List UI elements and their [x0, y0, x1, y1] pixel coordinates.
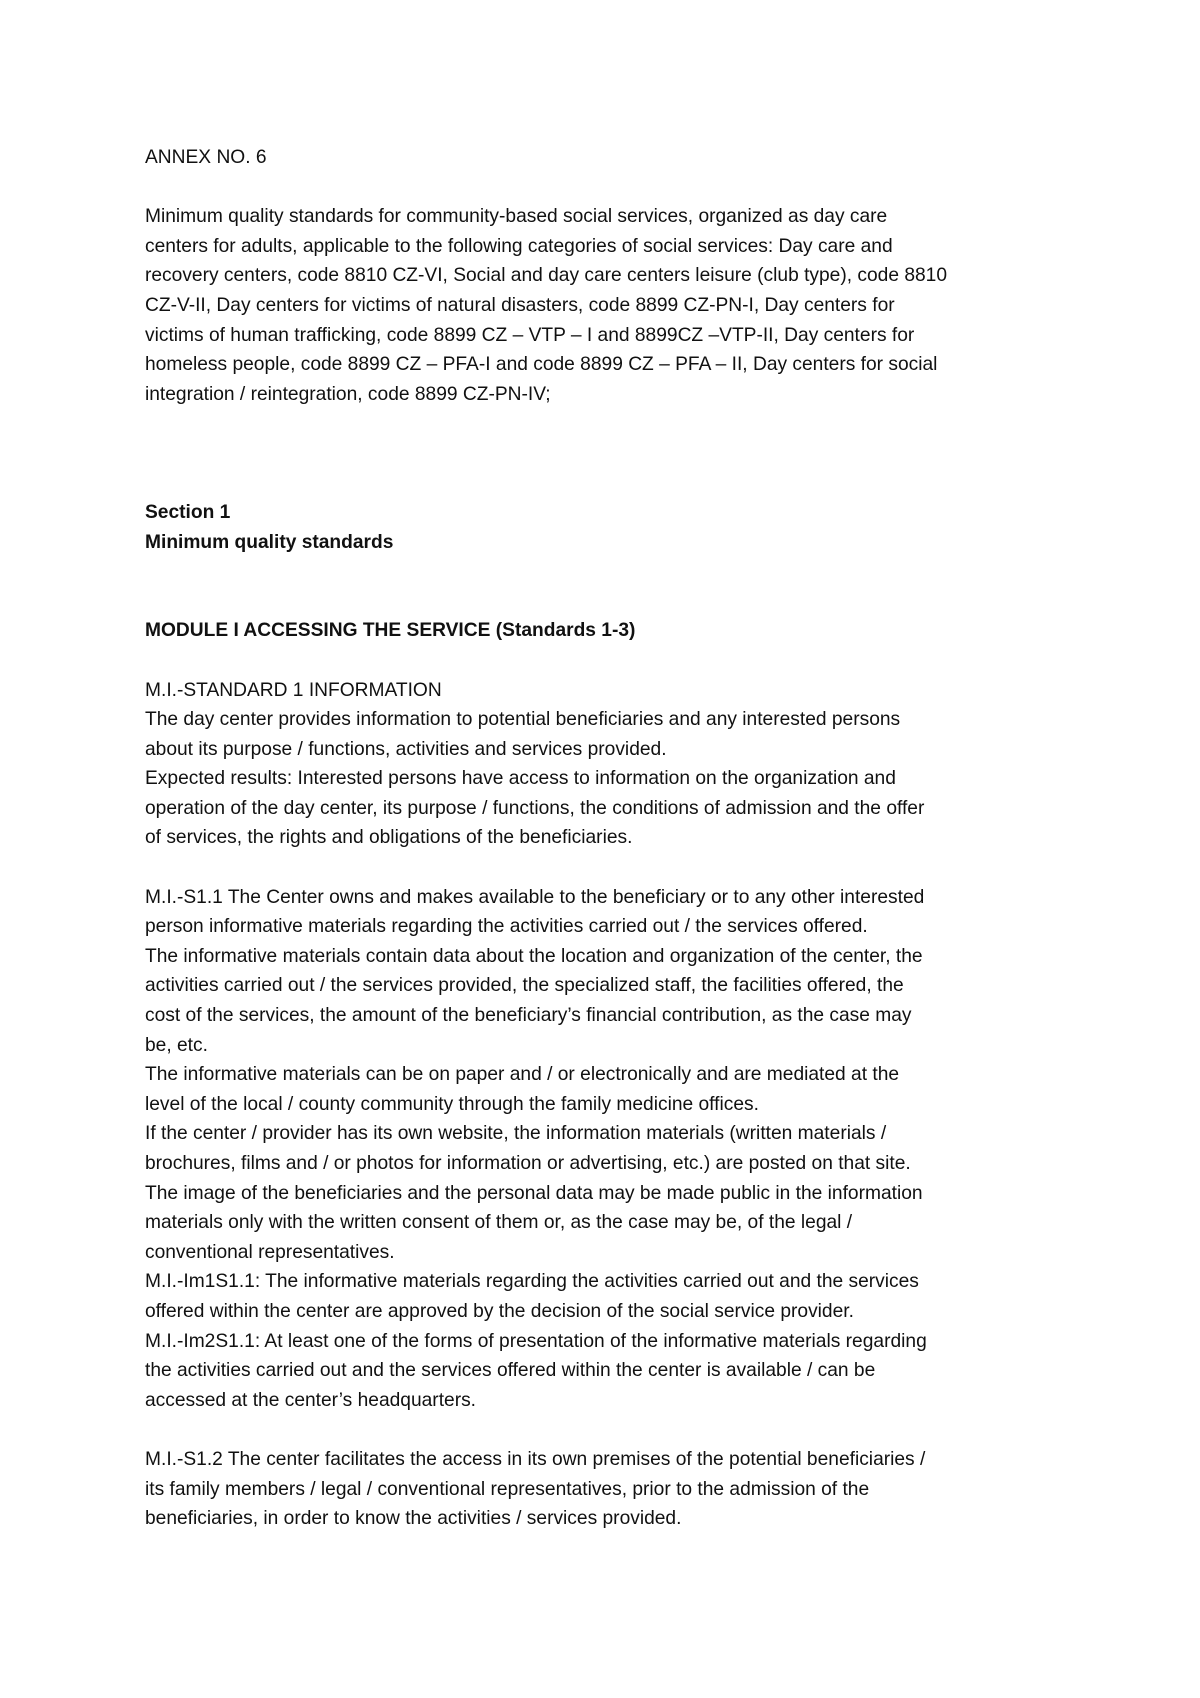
- intro-line: centers for adults, applicable to the following categories of social services: Day care and: [145, 235, 893, 257]
- standard-line: operation of the day center, its purpose / functions, the conditions of admission and the offer: [145, 797, 925, 819]
- s11-line: If the center / provider has its own website, the information materials (written materials /: [145, 1123, 887, 1145]
- s11-line: be, etc.: [145, 1034, 208, 1056]
- spacer: [145, 1415, 1080, 1445]
- s12-line: M.I.-S1.2 The center facilitates the access in its own premises of the potential beneficiaries /: [145, 1448, 926, 1470]
- intro-paragraph: [145, 202, 1080, 409]
- s11-line: level of the local / county community through the family medicine offices.: [145, 1093, 759, 1115]
- intro-line: homeless people, code 8899 CZ – PFA-I and code 8899 CZ – PFA – II, Day centers for social: [145, 354, 938, 376]
- s1-1-block: [145, 883, 1080, 1416]
- standard-line: about its purpose / functions, activities and services provided.: [145, 738, 667, 760]
- intro-line: recovery centers, code 8810 CZ-VI, Social and day care centers leisure (club type), code 8810: [145, 265, 948, 287]
- intro-line: CZ-V-II, Day centers for victims of natural disasters, code 8899 CZ-PN-I, Day centers for: [145, 294, 895, 316]
- s11-line: offered within the center are approved by the decision of the social service provider.: [145, 1300, 854, 1322]
- section-subheading: Minimum quality standards: [145, 531, 394, 553]
- standard-line: of services, the rights and obligations of the beneficiaries.: [145, 827, 633, 849]
- spacer: [145, 557, 1080, 616]
- intro-line: victims of human trafficking, code 8899 CZ – VTP – I and 8899CZ –VTP-II, Day centers for: [145, 324, 915, 346]
- spacer: [145, 173, 1080, 203]
- annex-title: ANNEX NO. 6: [145, 147, 267, 168]
- s11-line: M.I.-S1.1 The Center owns and makes available to the beneficiary or to any other interested: [145, 886, 925, 908]
- s11-line: person informative materials regarding the activities carried out / the services offered.: [145, 916, 868, 938]
- s12-line: its family members / legal / conventional representatives, prior to the admission of the: [145, 1478, 870, 1500]
- s11-line: cost of the services, the amount of the beneficiary’s financial contribution, as the case may: [145, 1005, 912, 1027]
- s11-line: The informative materials can be on paper and / or electronically and are mediated at the: [145, 1064, 900, 1086]
- standard-line: M.I.-STANDARD 1 INFORMATION: [145, 679, 442, 701]
- section-heading: Section 1: [145, 501, 231, 523]
- s11-line: M.I.-Im1S1.1: The informative materials regarding the activities carried out and the services: [145, 1271, 919, 1293]
- intro-line: Minimum quality standards for community-based social services, organized as day care: [145, 206, 888, 228]
- s11-line: accessed at the center’s headquarters.: [145, 1389, 477, 1411]
- s1-2-block: [145, 1445, 1080, 1534]
- module-heading: MODULE I ACCESSING THE SERVICE (Standards 1-3): [145, 620, 636, 642]
- s12-line: beneficiaries, in order to know the activities / services provided.: [145, 1508, 682, 1530]
- s11-line: brochures, films and / or photos for information or advertising, etc.) are posted on that site.: [145, 1153, 911, 1174]
- spacer: [145, 646, 1080, 676]
- s11-line: conventional representatives.: [145, 1241, 395, 1263]
- s11-line: materials only with the written consent of them or, as the case may be, of the legal /: [145, 1212, 853, 1234]
- spacer: [145, 468, 1080, 498]
- document-page: [145, 143, 1080, 1534]
- s11-line: The image of the beneficiaries and the personal data may be made public in the information: [145, 1182, 923, 1204]
- s11-line: M.I.-Im2S1.1: At least one of the forms of presentation of the informative materials regarding: [145, 1330, 927, 1352]
- s11-line: The informative materials contain data about the location and organization of the center, the: [145, 945, 923, 967]
- spacer: [145, 853, 1080, 883]
- standard-line: The day center provides information to potential beneficiaries and any interested persons: [145, 709, 901, 731]
- standard-1-block: [145, 676, 1080, 854]
- s11-line: activities carried out / the services provided, the specialized staff, the facilities offered, the: [145, 975, 904, 997]
- spacer: [145, 409, 1080, 468]
- intro-line: integration / reintegration, code 8899 CZ-PN-IV;: [145, 383, 551, 405]
- standard-line: Expected results: Interested persons have access to information on the organization and: [145, 768, 896, 790]
- s11-line: the activities carried out and the services offered within the center is available / can be: [145, 1360, 876, 1382]
